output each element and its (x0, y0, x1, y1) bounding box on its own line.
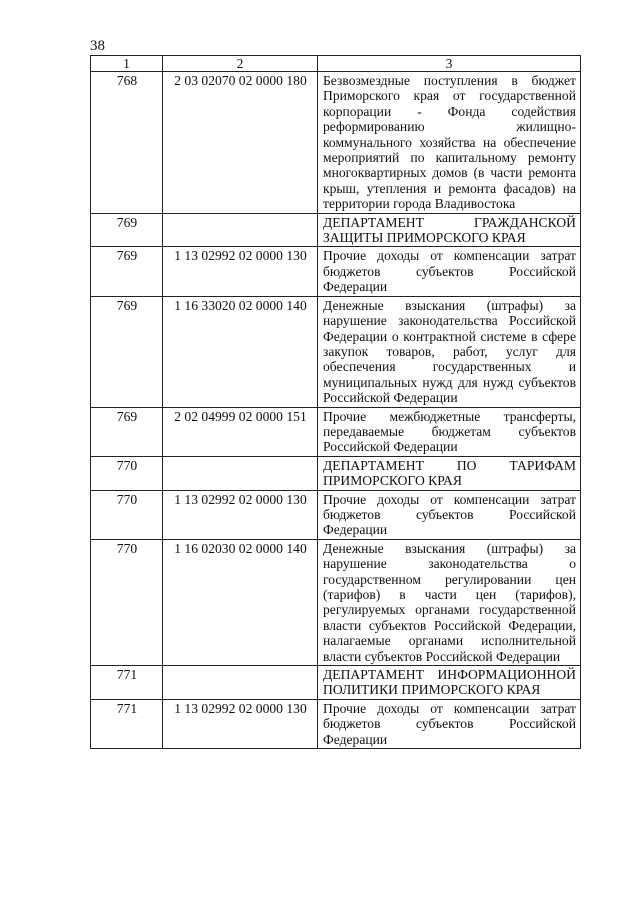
description-cell: Денежные взыскания (штрафы) за нарушение законодательства о государственном регулировании цен (тарифов) в части цен (тарифов), регулируемых органами государственной власти субъектов Российской Федерации, налагаемые органами исполнительной власти субъектов Российской Федерации (318, 539, 581, 665)
table-row (91, 247, 581, 296)
kbk-code-cell (163, 666, 318, 700)
admin-code-cell: 770 (91, 456, 163, 490)
table-row (91, 666, 581, 700)
description-cell: Денежные взыскания (штрафы) за нарушение законодательства Российской Федерации о контрактной системе в сфере закупок товаров, работ, услуг для обеспечения государственных и муниципальных нужд для нужд субъектов Российской Федерации (318, 296, 581, 407)
table-row (91, 490, 581, 539)
column-header-1: 1 (91, 56, 163, 72)
table-row (91, 407, 581, 456)
admin-code-cell: 769 (91, 296, 163, 407)
description-cell: Прочие доходы от компенсации затрат бюджетов субъектов Российской Федерации (318, 490, 581, 539)
kbk-code-cell: 2 02 04999 02 0000 151 (163, 407, 318, 456)
kbk-code-cell: 2 03 02070 02 0000 180 (163, 72, 318, 214)
column-header-3: 3 (318, 56, 581, 72)
description-cell: Прочие межбюджетные трансферты, передаваемые бюджетам субъектов Российской Федерации (318, 407, 581, 456)
kbk-code-cell: 1 13 02992 02 0000 130 (163, 699, 318, 748)
table-header-row (91, 56, 581, 72)
description-cell: Безвозмездные поступления в бюджет Приморского края от государственной корпорации - Фонда содействия реформированию жилищно-коммунального хозяйства на обеспечение мероприятий по капитальному ремонту многоквартирных домов (в части ремонта крыш, утепления и ремонта фасадов) на территории города Владивостока (318, 72, 581, 214)
admin-code-cell: 771 (91, 666, 163, 700)
admin-code-cell: 770 (91, 539, 163, 665)
admin-code-cell: 768 (91, 72, 163, 214)
description-cell: Прочие доходы от компенсации затрат бюджетов субъектов Российской Федерации (318, 699, 581, 748)
kbk-code-cell: 1 16 33020 02 0000 140 (163, 296, 318, 407)
admin-code-cell: 769 (91, 213, 163, 247)
admin-code-cell: 769 (91, 247, 163, 296)
description-cell: Прочие доходы от компенсации затрат бюджетов субъектов Российской Федерации (318, 247, 581, 296)
kbk-code-cell (163, 456, 318, 490)
table-row (91, 296, 581, 407)
table-row (91, 699, 581, 748)
table-row (91, 539, 581, 665)
page-number: 38 (90, 38, 105, 54)
table-row (91, 456, 581, 490)
kbk-code-cell: 1 13 02992 02 0000 130 (163, 490, 318, 539)
admin-code-cell: 770 (91, 490, 163, 539)
admin-code-cell: 769 (91, 407, 163, 456)
department-name-cell: ДЕПАРТАМЕНТ ИНФОРМАЦИОННОЙ ПОЛИТИКИ ПРИМОРСКОГО КРАЯ (318, 666, 581, 700)
budget-classification-table (90, 55, 581, 749)
department-name-cell: ДЕПАРТАМЕНТ ПО ТАРИФАМ ПРИМОРСКОГО КРАЯ (318, 456, 581, 490)
kbk-code-cell: 1 13 02992 02 0000 130 (163, 247, 318, 296)
department-name-cell: ДЕПАРТАМЕНТ ГРАЖДАНСКОЙ ЗАЩИТЫ ПРИМОРСКОГО КРАЯ (318, 213, 581, 247)
kbk-code-cell (163, 213, 318, 247)
column-header-2: 2 (163, 56, 318, 72)
admin-code-cell: 771 (91, 699, 163, 748)
kbk-code-cell: 1 16 02030 02 0000 140 (163, 539, 318, 665)
table-row (91, 72, 581, 214)
table-row (91, 213, 581, 247)
